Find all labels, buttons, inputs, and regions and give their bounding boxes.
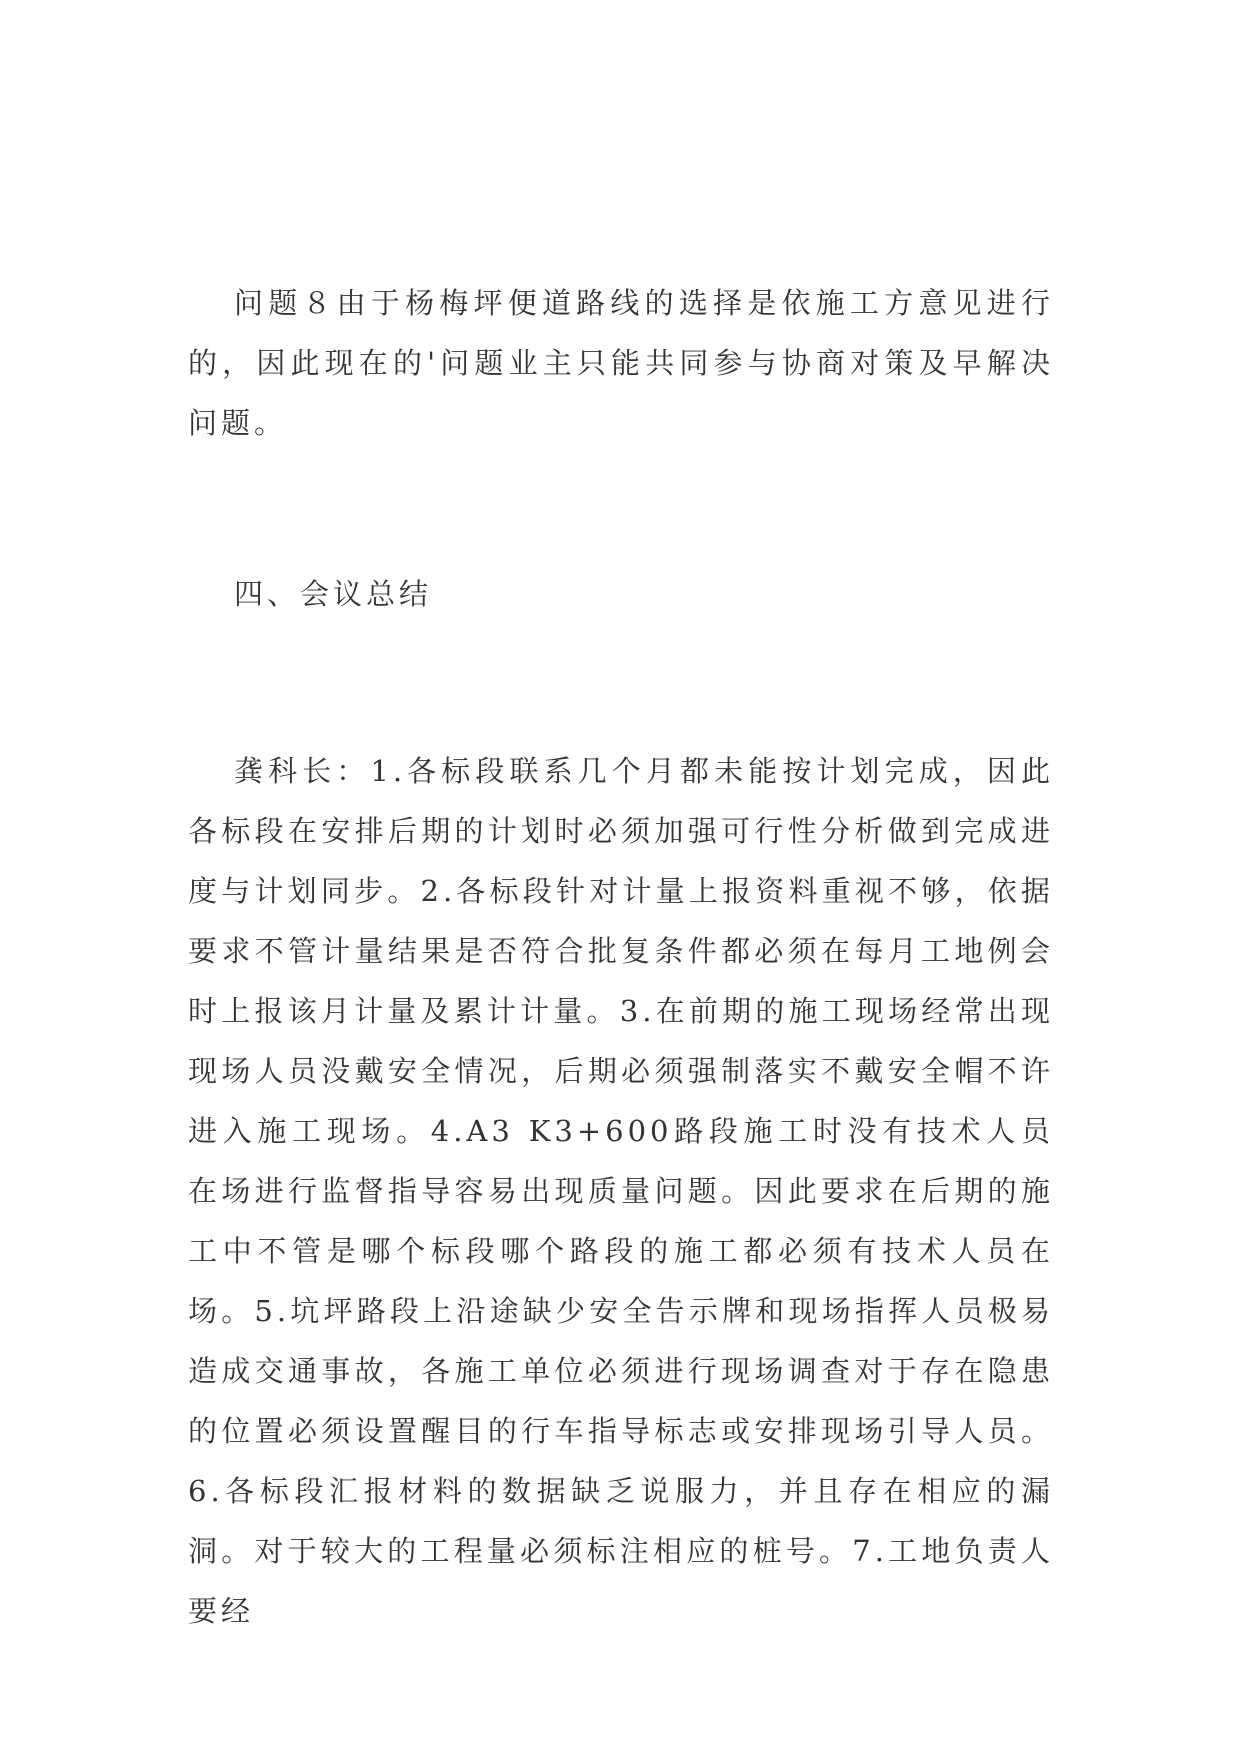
section-heading-meeting-summary: 四、会议总结 (234, 577, 433, 611)
paragraph-gong-remarks: 龚科长：1.各标段联系几个月都未能按计划完成，因此各标段在安排后期的计划时必须加强可行性分析做到完成进度与计划同步。2.各标段针对计量上报资料重视不够，依据要求不管计量结果是否符合批复条件都必须在每月工地例会时上报该月计量及累计计量。3.在前期的施工现场经常出现现场人员没戴安全情况，后期必须强制落实不戴安全帽不许进入施工现场。4.A3 K3+600路段施工时没有技术人员在场进行监督指导容易出现质量问题。因此要求在后期的施工中不管是哪个标段哪个路段的施工都必须有技术人员在场。5.坑坪路段上沿途缺少安全告示牌和现场指挥人员极易造成交通事故，各施工单位必须进行现场调查对于存在隐患的位置必须设置醒目的行车指导标志或安排现场引导人员。6.各标段汇报材料的数据缺乏说服力，并且存在相应的漏洞。对于较大的工程量必须标注相应的桩号。7.工地负责人要经 (188, 754, 1054, 1628)
paragraph-issue-8: 问题８由于杨梅坪便道路线的选择是依施工方意见进行的，因此现在的'问题业主只能共同参与协商对策及早解决问题。 (188, 286, 1054, 440)
